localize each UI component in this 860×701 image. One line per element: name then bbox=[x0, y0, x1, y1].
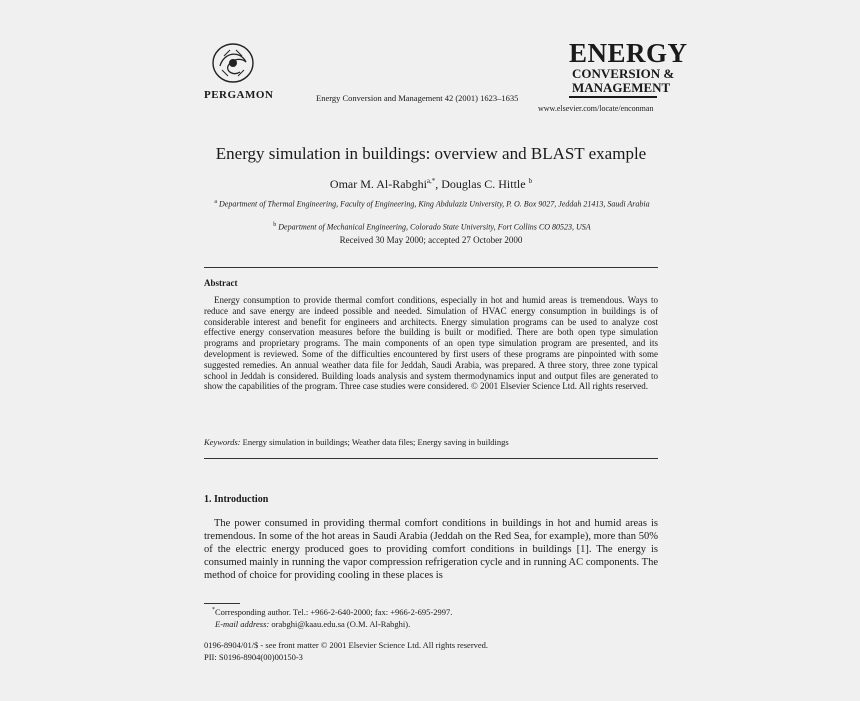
affiliation-text: Department of Mechanical Engineering, Colorado State University, Fort Collins CO 80523, USA bbox=[278, 222, 591, 232]
publisher-emblem-icon bbox=[210, 42, 256, 84]
author-name: Omar M. Al-Rabghi bbox=[329, 177, 427, 191]
footnote-corresponding-text: Corresponding author. Tel.: +966-2-640-2000; fax: +966-2-695-2997. bbox=[215, 607, 453, 617]
footnote-mark: * bbox=[212, 607, 215, 614]
journal-url[interactable]: www.elsevier.com/locate/enconman bbox=[538, 104, 654, 113]
affiliation-mark: a bbox=[214, 199, 218, 205]
copyright-line: 0196-8904/01/$ - see front matter © 2001 Elsevier Science Ltd. All rights reserved. bbox=[204, 640, 489, 650]
journal-citation: Energy Conversion and Management 42 (2001) 1623–1635 bbox=[316, 93, 519, 103]
keywords-label: Keywords: bbox=[204, 437, 241, 447]
abstract-text: Energy consumption to provide thermal comfort conditions, especially in hot and humid areas is tremendous. Ways to reduce and save energy are indeed possible and needed. Simulation of HVAC energy consumption in buildings is of considerable interest and benefit for engineers and architects. Energy simulation programs can be used to analyze cost effective energy conservation measures before the building is built or modified. There are both open type simulation programs and proprietary programs. The main components of an open type simulation program are presented, and its development is reviewed. Some of the difficulties encountered by first users of these programs are pinpointed with some suggested remedies. An annual weather data file for Jeddah, Saudi Arabia, was prepared. A three story, three zone typical school in Jeddah is considered. Building loads analysis and system thermodynamics input and output files are generated to show the capabilities of the program. Three case studies were considered. © 2001 Elsevier Science Ltd. All rights reserved. bbox=[204, 295, 658, 392]
introduction-text: The power consumed in providing thermal comfort conditions in buildings in hot and humid areas is tremendous. In some of the hot areas in Saudi Arabia (Jeddah on the Red Sea, for example), more than 50% of the electric energy produced goes to providing comfort conditions in buildings [1]. The energy is consumed mainly in running the vapor compression refrigeration cycle and in running AC components. The method of choice for providing cooling in these places is bbox=[204, 518, 658, 581]
keywords-list: Energy simulation in buildings; Weather data files; Energy saving in buildings bbox=[240, 437, 509, 447]
affiliation-mark: b bbox=[273, 222, 277, 228]
author-list bbox=[204, 177, 658, 192]
abstract-bottom-rule bbox=[204, 458, 658, 459]
author-affiliation-mark: a,* bbox=[426, 177, 436, 185]
abstract-heading: Abstract bbox=[204, 278, 238, 288]
footnote-email bbox=[215, 619, 410, 629]
journal-logo-rule bbox=[569, 96, 657, 98]
email-text[interactable]: orabghi@kaau.edu.sa (O.M. Al-Rabghi). bbox=[269, 619, 411, 629]
publisher-name: PERGAMON bbox=[204, 89, 274, 101]
journal-logo-line-2: CONVERSION & bbox=[572, 66, 675, 81]
journal-logo-line-1: ENERGY bbox=[569, 38, 688, 68]
affiliation-b bbox=[204, 220, 660, 233]
received-dates: Received 30 May 2000; accepted 27 October 2000 bbox=[339, 235, 523, 245]
footnote-rule bbox=[204, 603, 240, 604]
pii-line: PII: S0196-8904(00)00150-3 bbox=[204, 652, 303, 662]
footnote-corresponding bbox=[212, 607, 452, 617]
article-title: Energy simulation in buildings: overview and BLAST example bbox=[215, 144, 647, 163]
affiliation-text: Department of Thermal Engineering, Faculty of Engineering, King Abdulaziz University, P. O. Box 9027, Jeddah 21413, Saudi Arabia bbox=[219, 199, 650, 209]
abstract-top-rule bbox=[204, 267, 658, 268]
author-separator: , bbox=[435, 177, 442, 191]
section-heading: 1. Introduction bbox=[204, 494, 269, 505]
journal-logo bbox=[569, 38, 688, 100]
keywords bbox=[204, 437, 658, 447]
email-label: E-mail address: bbox=[215, 619, 270, 629]
author-name: Douglas C. Hittle bbox=[441, 177, 526, 191]
journal-logo-line-3: MANAGEMENT bbox=[572, 80, 671, 95]
publisher-logo bbox=[204, 42, 274, 104]
affiliation-a bbox=[204, 197, 660, 210]
author-affiliation-mark: b bbox=[528, 177, 533, 185]
